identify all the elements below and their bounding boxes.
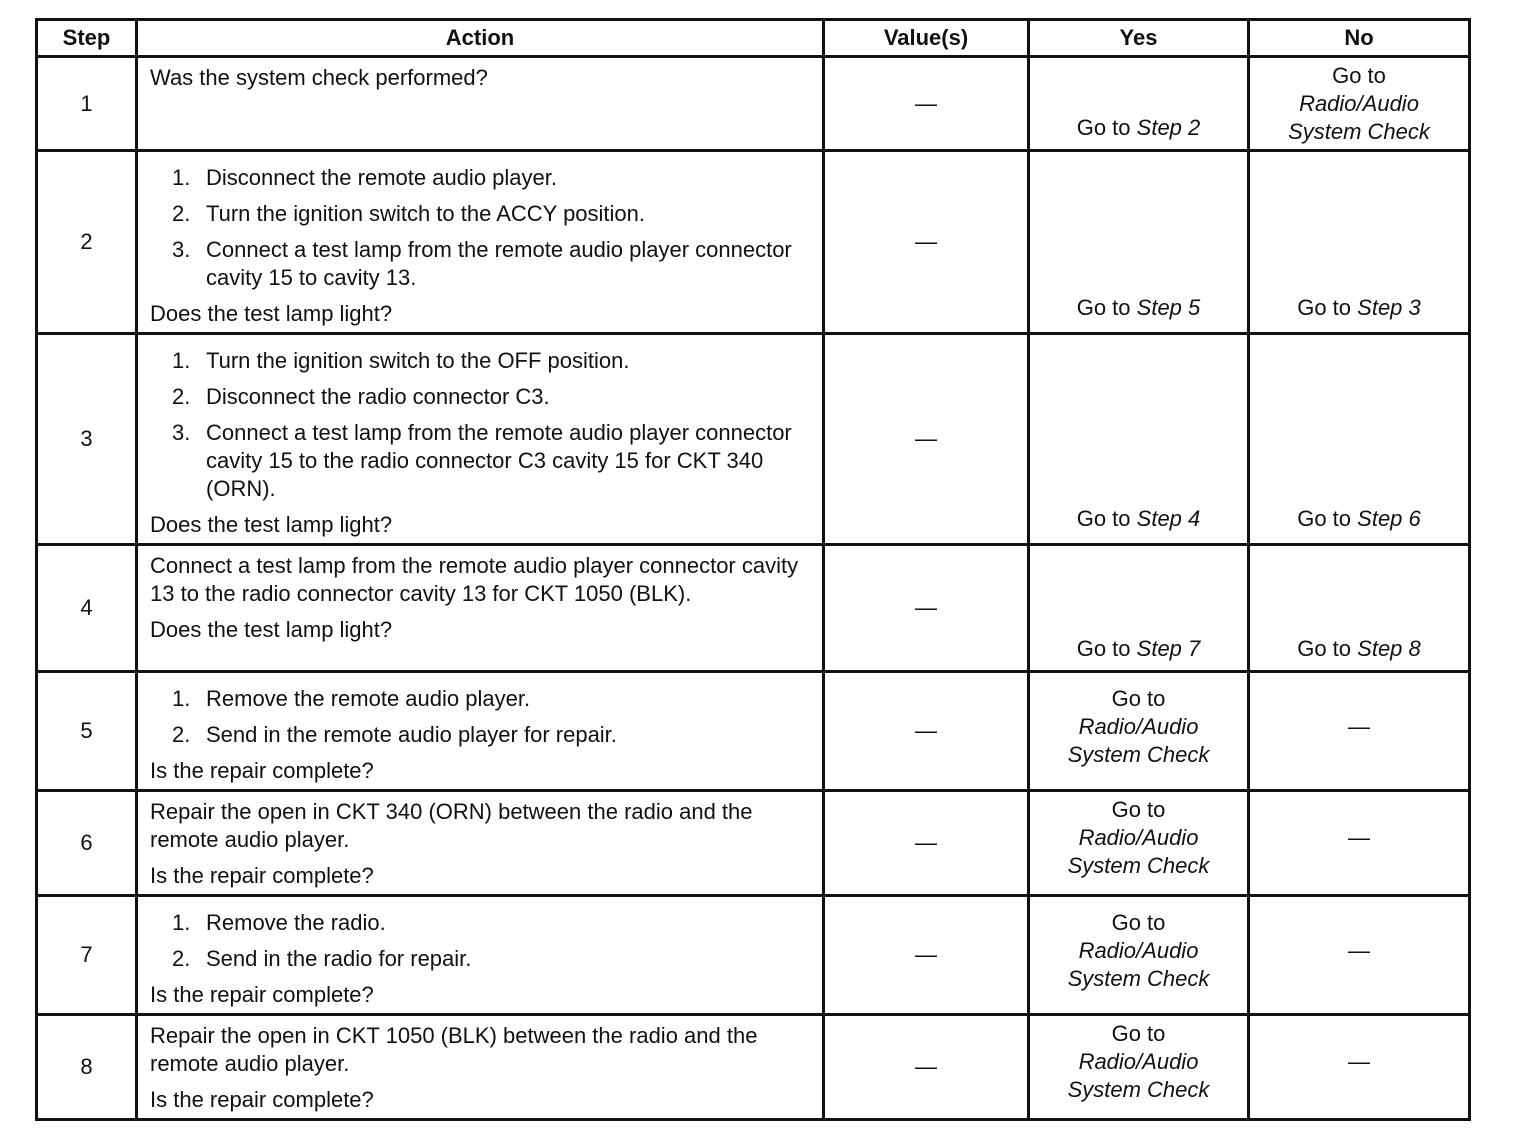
goto-link[interactable]: Radio/Audio System Check [1067,1049,1210,1102]
substep-number: 1. [172,165,191,190]
table-row [37,672,1470,791]
goto-prefix: Go to [1111,797,1166,822]
goto-prefix: Go to [1076,636,1131,661]
substep-text: Remove the remote audio player. [206,686,531,711]
not-applicable-dash: — [1348,825,1370,850]
yes-result-cell [1029,672,1249,791]
action-cell [137,334,824,545]
substep-item [172,909,812,937]
substep-number: 1. [172,910,191,935]
substep-item [172,419,812,503]
substep-item [172,236,812,292]
yes-result-cell [1029,791,1249,896]
no-result-cell [1249,57,1470,151]
step-number: 7 [37,896,137,1015]
action-cell [137,791,824,896]
goto-prefix: Go to [1076,295,1131,320]
substep-number: 3. [172,237,191,262]
goto-link[interactable]: Step 5 [1136,295,1201,320]
step-number: 8 [37,1015,137,1120]
table-row [37,791,1470,896]
goto-link[interactable]: Radio/Audio System Check [1067,825,1210,878]
substep-number: 1. [172,686,191,711]
value-cell: — [824,896,1029,1015]
header-step: Step [37,20,137,57]
goto-link[interactable]: Step 3 [1357,295,1421,320]
goto-link[interactable]: Step 7 [1136,636,1201,661]
goto-link[interactable]: Step 6 [1357,506,1421,531]
not-applicable-dash: — [1348,937,1370,963]
value-cell: — [824,672,1029,791]
diagnostic-table [35,18,1471,1121]
substep-text: Connect a test lamp from the remote audio player connector cavity 15 to cavity 13. [206,237,792,290]
substep-item [172,347,812,375]
step-number: 1 [37,57,137,151]
goto-prefix: Go to [1076,115,1131,140]
action-cell [137,896,824,1015]
table-row [37,896,1470,1015]
no-result-cell [1249,151,1470,334]
value-cell: — [824,545,1029,672]
step-number: 6 [37,791,137,896]
not-applicable-dash: — [1348,713,1370,739]
value-cell: — [824,791,1029,896]
action-cell [137,151,824,334]
goto-prefix: Go to [1111,685,1166,711]
table-row [37,334,1470,545]
yes-result-cell [1029,1015,1249,1120]
goto-prefix: Go to [1111,1021,1166,1046]
substep-number: 2. [172,722,191,747]
goto-prefix: Go to [1297,506,1352,531]
goto-prefix: Go to [1297,295,1352,320]
substep-number: 2. [172,946,191,971]
action-intro: Repair the open in CKT 340 (ORN) between the radio and the remote audio player. [150,799,753,852]
action-intro: Connect a test lamp from the remote audio player connector cavity 13 to the radio connector cavity 13 for CKT 1050 (BLK). [150,553,799,606]
goto-link[interactable]: Step 8 [1357,636,1421,661]
goto-link[interactable]: Step 4 [1136,506,1201,531]
substep-item [172,721,812,749]
substep-item [172,685,812,713]
action-question: Does the test lamp light? [150,617,393,642]
yes-result-cell [1029,545,1249,672]
action-cell [137,545,824,672]
substep-item [172,164,812,192]
substep-text: Remove the radio. [206,910,386,935]
substep-item [172,945,812,973]
substep-list [150,909,812,973]
table-body [37,57,1470,1120]
step-number: 2 [37,151,137,334]
substep-number: 1. [172,348,191,373]
no-result-cell [1249,791,1470,896]
substep-item [172,383,812,411]
header-no: No [1249,20,1470,57]
no-result-cell [1249,545,1470,672]
header-values: Value(s) [824,20,1029,57]
step-number: 5 [37,672,137,791]
action-question: Does the test lamp light? [150,512,393,537]
substep-text: Turn the ignition switch to the OFF position. [206,348,630,373]
header-row [37,20,1470,57]
no-result-cell [1249,672,1470,791]
substep-list [150,347,812,503]
goto-link[interactable]: Step 2 [1136,115,1201,140]
goto-prefix: Go to [1332,63,1386,88]
action-question: Is the repair complete? [150,982,374,1007]
not-applicable-dash: — [1348,1049,1370,1074]
value-cell: — [824,151,1029,334]
table-row [37,545,1470,672]
table-row [37,1015,1470,1120]
substep-text: Turn the ignition switch to the ACCY position. [206,201,646,226]
goto-prefix: Go to [1297,636,1352,661]
substep-text: Disconnect the radio connector C3. [206,384,550,409]
value-cell: — [824,57,1029,151]
goto-link[interactable]: Radio/Audio System Check [1067,937,1210,991]
substep-text: Connect a test lamp from the remote audio player connector cavity 15 to the radio connector C3 cavity 15 for CKT 340 (ORN). [206,420,792,501]
substep-list [150,685,812,749]
no-result-cell [1249,1015,1470,1120]
action-intro: Repair the open in CKT 1050 (BLK) between the radio and the remote audio player. [150,1023,758,1076]
action-cell [137,672,824,791]
goto-prefix: Go to [1076,506,1131,531]
action-question: Does the test lamp light? [150,301,393,326]
no-result-cell [1249,334,1470,545]
yes-result-cell [1029,151,1249,334]
header-action: Action [137,20,824,57]
no-result-cell [1249,896,1470,1015]
substep-text: Send in the remote audio player for repair. [206,722,617,747]
step-number: 3 [37,334,137,545]
goto-link[interactable]: Radio/Audio System Check [1288,91,1430,144]
action-question: Is the repair complete? [150,863,374,888]
substep-number: 2. [172,201,191,226]
action-intro: Was the system check performed? [150,65,488,90]
step-number: 4 [37,545,137,672]
yes-result-cell [1029,57,1249,151]
substep-text: Send in the radio for repair. [206,946,472,971]
action-cell [137,57,824,151]
table-row [37,57,1470,151]
substep-list [150,164,812,292]
goto-prefix: Go to [1111,909,1166,935]
action-question: Is the repair complete? [150,758,374,783]
substep-number: 3. [172,420,191,445]
value-cell: — [824,334,1029,545]
table-row [37,151,1470,334]
substep-number: 2. [172,384,191,409]
goto-link[interactable]: Radio/Audio System Check [1067,713,1210,767]
action-question: Is the repair complete? [150,1087,374,1112]
action-cell [137,1015,824,1120]
substep-item [172,200,812,228]
header-yes: Yes [1029,20,1249,57]
yes-result-cell [1029,896,1249,1015]
substep-text: Disconnect the remote audio player. [206,165,557,190]
value-cell: — [824,1015,1029,1120]
yes-result-cell [1029,334,1249,545]
